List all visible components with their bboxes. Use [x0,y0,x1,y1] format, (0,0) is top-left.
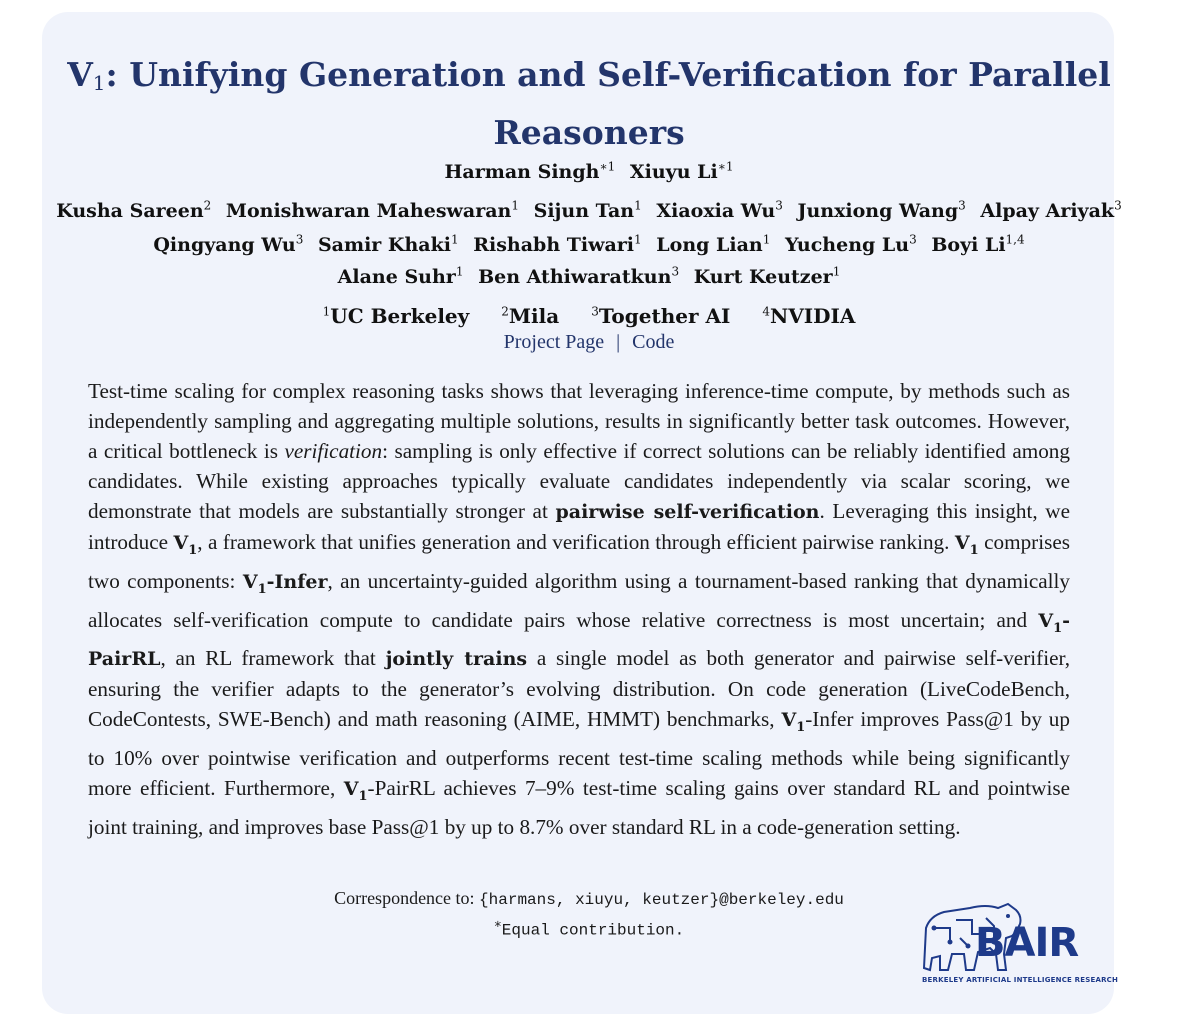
affiliation-item: $^2$Mila [501,303,560,328]
author-name: Alane Suhr$^1$ [337,265,464,289]
author-name: Rishabh Tiwari$^1$ [473,232,642,256]
affiliation-item: $^1$UC Berkeley [322,303,470,328]
author-name: Long Lian$^1$ [656,232,771,256]
author-list-row-2 [48,192,1130,259]
author-name: Samir Khaki$^1$ [317,232,459,256]
v1-mark: $V_1$ [343,778,368,804]
code-link[interactable]: Code [632,331,675,353]
author-name: Kurt Keutzer$^1$ [693,265,841,289]
author-name: Junxiong Wang$^3$ [797,199,966,223]
author-name: Xiuyu $Li^{∗1}$ [629,160,734,184]
bair-logo-subtitle: BERKELEY ARTIFICIAL INTELLIGENCE RESEARCH [922,976,1119,984]
author-name: Xiaoxia Wu$^3$ [656,199,783,223]
project-page-link[interactable]: Project Page [503,331,605,353]
links-row [0,331,1178,354]
author-name: Sijun Tan$^1$ [533,199,642,223]
affiliations [48,297,1130,330]
affiliation-item: $^3$Together AI [591,303,731,328]
v1-mark: $V_1$ [781,709,806,736]
author-name: Boyi Li$^{1,4}$ [931,232,1025,256]
abstract: Test-time scaling for complex reasoning tasks shows that leveraging inference-time compute, by methods such as independently sampling and aggregating multiple solutions, results in significantly better task outcomes. However, a critical bottleneck is verification: sampling is only effective if correct solutions can be reliably identified among candidates. While existing approaches typically evaluate candidates independently via scalar scoring, we demonstrate that models are substantially stronger at pairwise self-verification. Leveraging this insight, we introduce $V_1$, a framework that unifies generation and verification through efficient pairwise ranking. $V_1$ comprises two components: $V_1$-Infer, an uncertainty-guided algorithm using a tournament-based ranking that dynamically allocates self-verification compute to candidate pairs whose relative correctness is most uncertain; and $V_1$-PairRL, an RL framework that jointly trains a single model as both generator and pairwise self-verifier, ensuring the verifier adapts to the generator’s evolving distribution. On code generation (LiveCodeBench, CodeContests, SWE-Bench) and math reasoning (AIME, HMMT) benchmarks, $V_1$-Infer improves Pass@1 by up to 10% over pointwise verification and outperforms recent test-time scaling methods while being significantly more efficient. Furthermore, $V_1$-PairRL achieves 7–9% test-time scaling gains over standard RL and pointwise joint training, and improves base Pass@1 by up to 8.7% over standard RL in a code-generation setting. [88,379,1071,839]
affiliation-item: $^4$NVIDIA [762,303,856,328]
author-name: Harman Singh$^{∗1}$ [444,160,616,184]
author-list-row-1 [48,153,1130,186]
bair-logo-text: BAIR [975,920,1079,966]
author-name: Ben Athiwaratkun$^3$ [478,265,680,289]
emails[interactable]: {harmans, xiuyu, keutzer}@berkeley.edu [479,891,844,909]
correspondence: Correspondence to: {harmans, xiuyu, keutzer}@berkeley.edu ∗Equal contribution. [334,888,844,940]
v1-infer-name: $V_1$-Infer [242,570,328,597]
v1-pairrl-name: $V_1$-PairRL [88,609,1070,671]
author-name: Qingyang Wu$^3$ [153,232,304,256]
paper-title: $V_1$: Unifying Generation and Self-Verification for Parallel Reasoners [67,55,1111,152]
author-name: Monishwaran Maheswaran$^1$ [225,199,519,223]
link-separator: | [616,331,621,353]
v1-mark: $V_1$ [954,532,979,558]
author-name: Alpay Ariyak$^3$ [980,199,1122,223]
author-name: Kusha Sareen$^2$ [56,199,212,223]
author-list-row-3 [48,258,1130,291]
author-name: Yucheng Lu$^3$ [785,232,917,256]
v1-mark: $V_1$ [173,532,198,558]
